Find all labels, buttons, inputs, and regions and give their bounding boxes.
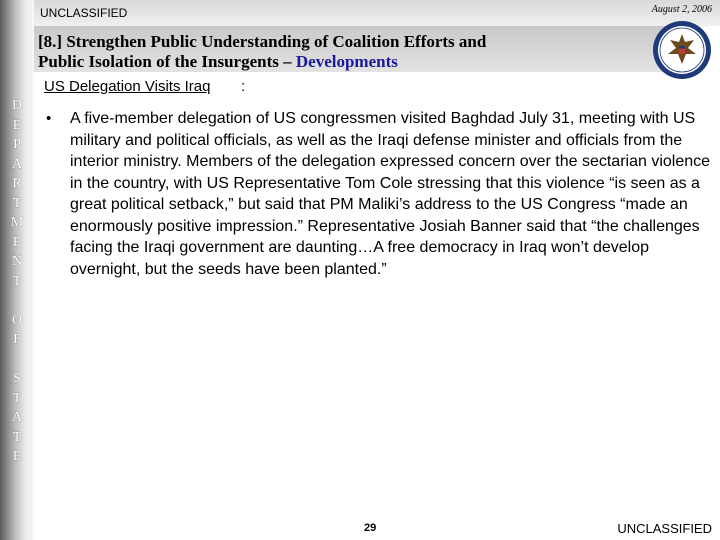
page-number: 29 — [364, 522, 377, 534]
sidebar-letter: T — [12, 429, 22, 445]
sidebar-letter: M — [10, 215, 24, 230]
footer-classification: UNCLASSIFIED — [617, 521, 712, 536]
header-classification: UNCLASSIFIED — [40, 6, 128, 20]
section-subheading: US Delegation Visits Iraq — [44, 78, 211, 95]
bullet-icon: • — [46, 110, 52, 127]
sidebar-letter: T — [12, 195, 22, 211]
sidebar-letter: E — [12, 234, 22, 250]
sidebar-letter: N — [11, 254, 23, 269]
bullet-paragraph: A five-member delegation of US congressmen visited Baghdad July 31, meeting with US military and political officials, as well as the Iraqi defense minister and officials from the interior ministry. Members of the delegation expressed concern over the sectarian violence in the country, with US Representative Tom Cole stressing that this violence “is seen as a great political setback,” but said that PM Maliki’s address to the US Congress “made an enormously positive impression.” Representative Josiah Banner said that “the challenges facing the Iraqi government are daunting…A free democracy in Iraq won’t develop overnight, but the seeds have been planted.” — [70, 110, 711, 278]
slide-title — [38, 32, 658, 72]
sidebar-letter: P — [13, 137, 21, 152]
sidebar-department-of-state-text — [0, 96, 34, 467]
sidebar-letter: A — [11, 156, 23, 172]
sidebar-letter: A — [11, 410, 23, 425]
title-line1: [8.] Strengthen Public Understanding of Coalition Efforts and — [38, 32, 487, 51]
title-line2: Public Isolation of the Insurgents – — [38, 52, 296, 71]
subheading-colon: : — [241, 78, 246, 95]
sidebar-letter: S — [13, 371, 21, 386]
sidebar-letter: R — [12, 176, 22, 191]
sidebar-letter: E — [12, 449, 22, 464]
sidebar-letter: T — [12, 273, 22, 289]
sidebar-letter: T — [12, 390, 22, 406]
sidebar-letter: E — [12, 117, 22, 133]
sidebar-letter: F — [13, 332, 21, 347]
sidebar-letter: O — [11, 312, 23, 328]
title-highlight: Developments — [295, 52, 398, 71]
sidebar-letter: D — [11, 98, 23, 113]
department-of-state-seal-icon — [652, 20, 712, 80]
header-date: August 2, 2006 — [651, 4, 712, 15]
header-band — [34, 0, 720, 26]
